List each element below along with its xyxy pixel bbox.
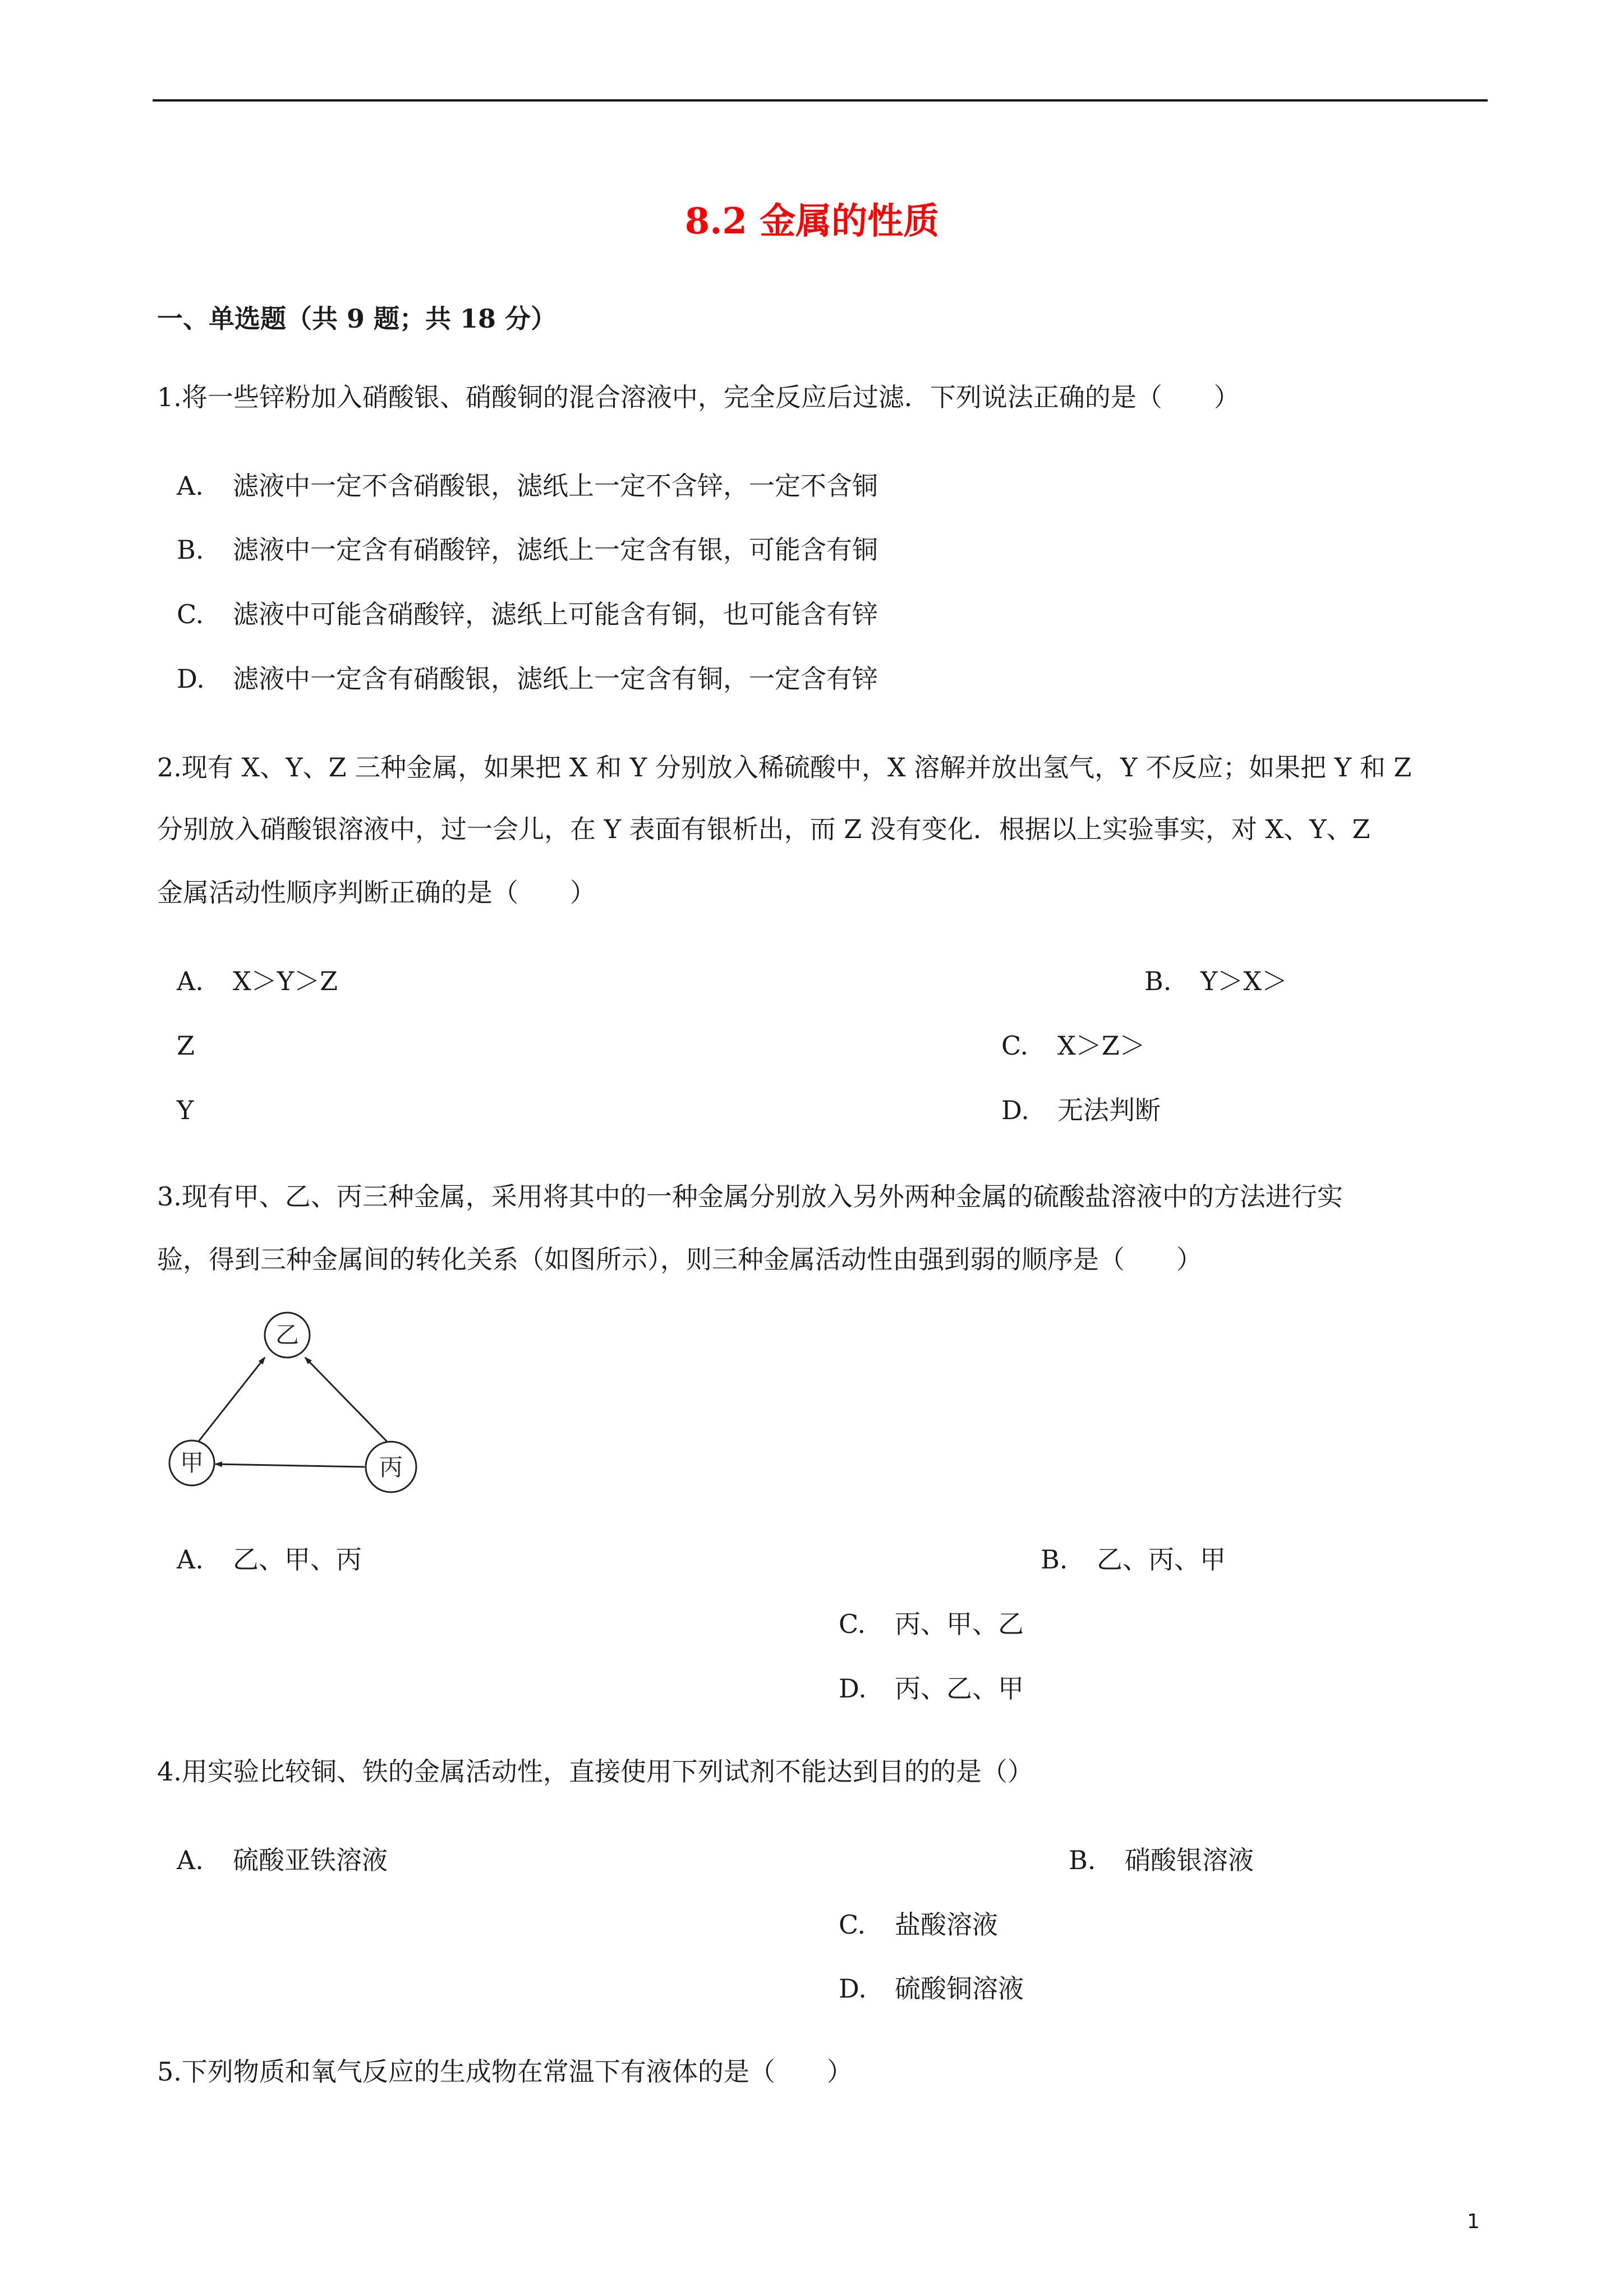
- question-3-option-d[interactable]: [839, 1670, 1024, 1707]
- node-bing-label: 丙: [379, 1453, 403, 1481]
- option-letter: D.: [839, 1973, 867, 2004]
- page-number: 1: [1467, 2210, 1480, 2233]
- node-jia-label: 甲: [180, 1449, 204, 1476]
- option-text: 乙、甲、丙: [233, 1544, 362, 1575]
- option-letter: A.: [177, 1544, 204, 1575]
- question-4-option-d[interactable]: [839, 1970, 1024, 2007]
- question-3-stem-line-2: 验，得到三种金属间的转化关系（如图所示），则三种金属活动性由强到弱的顺序是（ ）: [157, 1244, 1202, 1274]
- arrow-bing-to-jia: [215, 1464, 365, 1467]
- option-letter: C.: [177, 599, 204, 629]
- question-4-option-a[interactable]: [177, 1842, 388, 1879]
- question-2-stem-line-3: 金属活动性顺序判断正确的是（ ）: [157, 877, 596, 908]
- question-2-option-b-wrap: Z: [177, 1030, 195, 1061]
- option-letter: A.: [177, 471, 204, 501]
- question-2-option-b[interactable]: [1144, 963, 1287, 1000]
- question-4-stem: 4.用实验比较铜、铁的金属活动性，直接使用下列试剂不能达到目的的是（）: [157, 1756, 1033, 1787]
- question-2-option-c[interactable]: [1001, 1027, 1145, 1064]
- option-letter: C.: [839, 1910, 866, 1940]
- option-letter: B.: [1041, 1544, 1068, 1575]
- question-2-stem-line-2: 分别放入硝酸银溶液中，过一会儿，在 Y 表面有银析出，而 Z 没有变化．根据以上实验事实，对 X、Y、Z: [157, 814, 1370, 844]
- option-letter: C.: [1001, 1030, 1029, 1061]
- option-text: 乙、丙、甲: [1097, 1544, 1226, 1575]
- node-yi-label: 乙: [275, 1321, 300, 1349]
- option-text: 滤液中一定不含硝酸银，滤纸上一定不含锌，一定不含铜: [233, 471, 878, 501]
- question-4-option-c[interactable]: [839, 1906, 998, 1943]
- top-rule: [153, 99, 1488, 102]
- option-letter: B.: [177, 535, 204, 565]
- question-1-option-c[interactable]: [177, 596, 878, 633]
- option-text: Y＞X＞: [1200, 966, 1288, 996]
- option-text: 滤液中可能含硝酸锌，滤纸上可能含有铜，也可能含有锌: [233, 599, 878, 629]
- question-3-option-c[interactable]: [839, 1605, 1024, 1642]
- question-5-stem: 5.下列物质和氧气反应的生成物在常温下有液体的是（ ）: [157, 2056, 853, 2087]
- question-2-stem-line-1: 2.现有 X、Y、Z 三种金属，如果把 X 和 Y 分别放入稀硫酸中，X 溶解并放出氢气，Y 不反应；如果把 Y 和 Z: [157, 752, 1412, 783]
- question-3-stem-line-1: 3.现有甲、乙、丙三种金属，采用将其中的一种金属分别放入另外两种金属的硫酸盐溶液中的方法进行实: [157, 1181, 1343, 1212]
- question-1-option-b[interactable]: [177, 531, 878, 568]
- option-letter: A.: [177, 1845, 204, 1875]
- question-2-option-d[interactable]: [1001, 1092, 1161, 1129]
- option-text: X＞Y＞Z: [233, 966, 338, 996]
- question-2-option-a[interactable]: [177, 963, 338, 1000]
- option-letter: B.: [1069, 1845, 1096, 1875]
- question-1-option-a[interactable]: [177, 467, 878, 504]
- option-text: 丙、乙、甲: [895, 1673, 1024, 1704]
- option-text: 无法判断: [1057, 1095, 1161, 1125]
- option-text: 滤液中一定含有硝酸锌，滤纸上一定含有银，可能含有铜: [233, 535, 878, 565]
- option-letter: D.: [177, 664, 205, 694]
- question-3-option-b[interactable]: [1041, 1541, 1226, 1578]
- option-text: 硫酸亚铁溶液: [233, 1845, 388, 1875]
- option-text: 丙、甲、乙: [895, 1609, 1024, 1639]
- option-text: X＞Z＞: [1057, 1030, 1145, 1061]
- question-2-option-c-wrap: Y: [177, 1095, 194, 1125]
- question-3-option-a[interactable]: [177, 1541, 362, 1578]
- option-text: 滤液中一定含有硝酸银，滤纸上一定含有铜，一定含有锌: [233, 664, 878, 694]
- option-letter: D.: [839, 1673, 867, 1704]
- question-1-stem: 1.将一些锌粉加入硝酸银、硝酸铜的混合溶液中，完全反应后过滤．下列说法正确的是（ ）: [157, 382, 1240, 412]
- section-heading: 一、单选题（共 9 题；共 18 分）: [157, 303, 557, 334]
- option-letter: B.: [1144, 966, 1172, 996]
- arrow-jia-to-yi: [197, 1358, 265, 1443]
- metal-conversion-diagram: [153, 1296, 433, 1503]
- option-letter: A.: [177, 966, 204, 996]
- question-4-option-b[interactable]: [1069, 1842, 1254, 1879]
- option-text: 硫酸铜溶液: [895, 1973, 1024, 2004]
- arrow-bing-to-yi: [305, 1358, 388, 1443]
- question-1-option-d[interactable]: [177, 660, 878, 697]
- option-text: 硝酸银溶液: [1125, 1845, 1254, 1875]
- option-letter: C.: [839, 1609, 866, 1639]
- page-title: 8.2 金属的性质: [684, 200, 940, 242]
- option-letter: D.: [1001, 1095, 1029, 1125]
- option-text: 盐酸溶液: [895, 1910, 998, 1940]
